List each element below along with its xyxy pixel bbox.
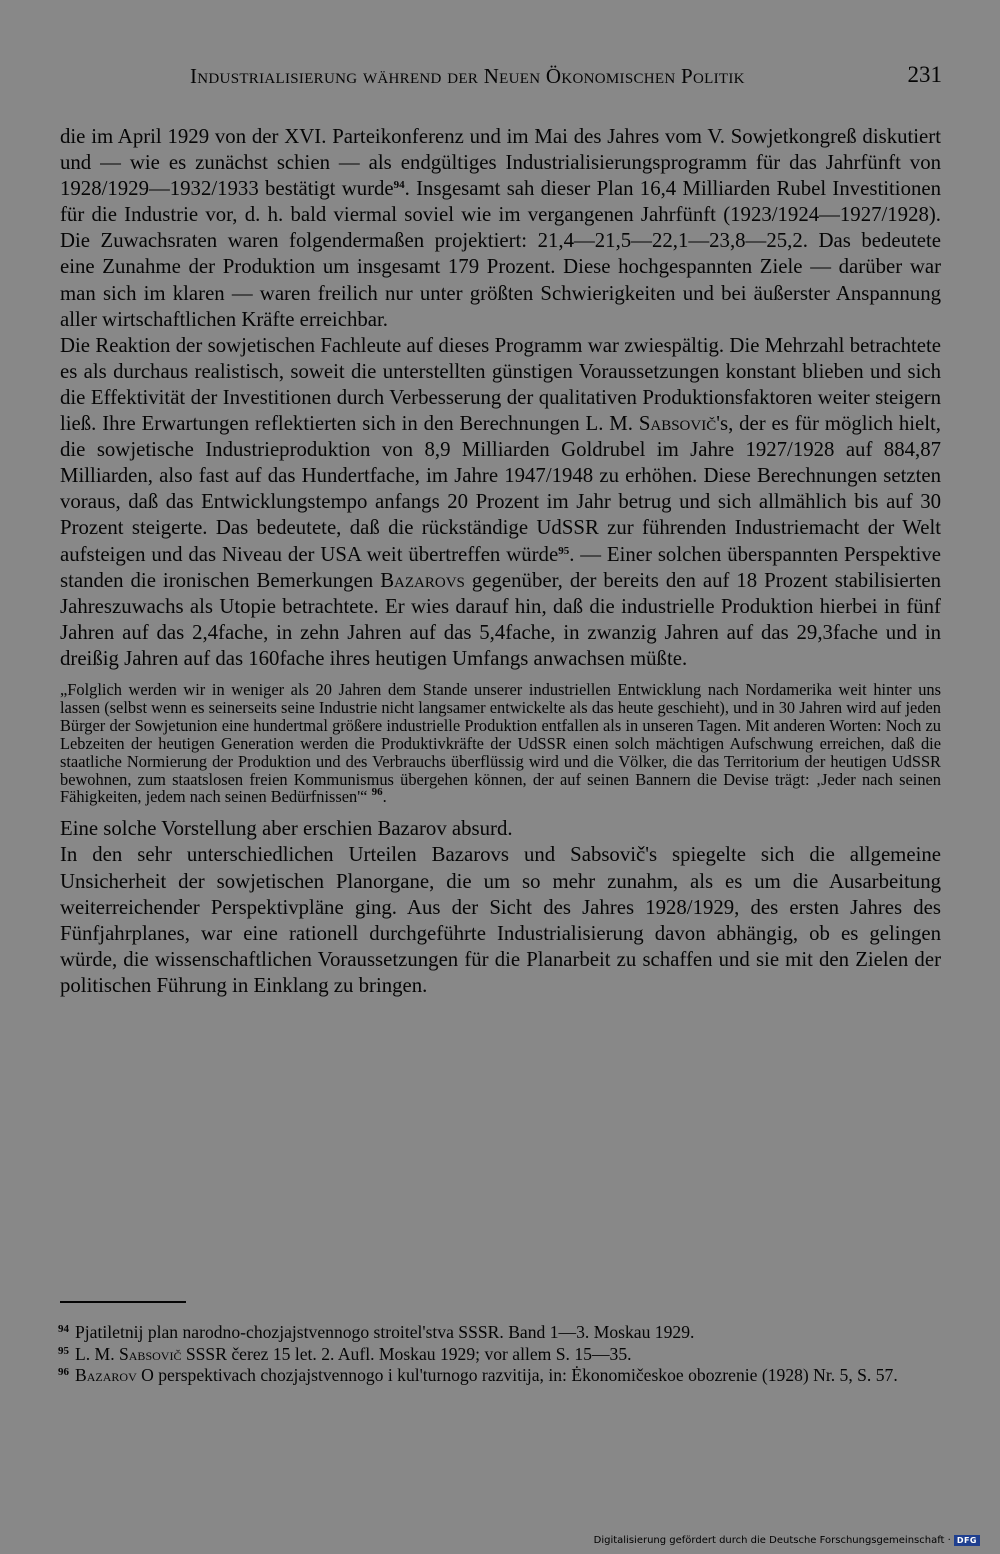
footnote (60, 1365, 941, 1387)
block-quote: „Folglich werden wir in weniger als 20 Jahren dem Stande unserer industriellen Entwicklung nach Nordamerika weit hinter uns lassen (selbst wenn es seinerseits seine Industrie nicht langsamer entwickelte als das heute geschieht), und in 30 Jahren wird auf jeden Bürger der Sowjetunion eine hundertmal größere industrielle Produktion entfallen als in unseren Tagen. Mit anderen Worten: Noch zu Lebzeiten der heutigen Generation werden die Produktivkräfte der UdSSR einen solch mächtigen Aufschwung erreichen, daß die staatliche Normierung der Produktion und des Verbrauchs überflüssig wird und die Völker, die das Territorium der heutigen UdSSR bewohnen, zum staatslosen freien Kommunismus übergehen können, der auf seinen Bannern die Devise trägt: ‚Jeder nach seinen Fähigkeiten, jedem nach seinen Bedürfnissen'“ $^{96}$. (60, 679, 941, 807)
quote-text: „Folglich werden wir in weniger als 20 Jahren dem Stande unserer industriellen Entwicklung nach Nordamerika weit hinter uns lassen (selbst wenn es seinerseits seine Industrie nicht langsamer entwickelte als das heute geschieht), und in 30 Jahren wird auf jeden Bürger der Sowjetunion eine hundertmal größere industrielle Produktion entfallen als in unseren Tagen. Mit anderen Worten: Noch zu Lebzeiten der heutigen Generation werden die Produktivkräfte der UdSSR einen solch mächtigen Aufschwung erreichen, daß die staatliche Normierung der Produktion und des Verbrauchs überflüssig wird und die Völker, die das Territorium der heutigen UdSSR bewohnen, zum staatslosen freien Kommunismus übergehen können, der auf seinen Bannern die Devise trägt: ‚Jeder nach seinen Fähigkeiten, jedem nach seinen Bedürfnissen'“ (60, 679, 941, 807)
paragraph-text: 's, der es für möglich hielt, die sowjetische Industrieproduktion von 8,9 Milliarden Goldrubel im Jahre 1927/1928 auf 884,87 Milliarden, also fast auf das Hundertfache, im Jahre 1947/1948 zu erhöhen. Diese Berechnungen setzten voraus, daß das Entwicklungstempo anfangs 20 Prozent im Jahr betrug und sich allmählich bis auf 30 Prozent steigerte. Das bedeutete, daß die rückständige UdSSR zur führenden Industriemacht der Welt aufsteigen und das Niveau der USA weit übertreffen würde (60, 412, 941, 566)
footnote-number: 95 (58, 1344, 69, 1357)
paragraph-text: die im April 1929 von der XVI. Parteikonferenz und im Mai des Jahres vom V. Sowjetkongreß diskutiert und — wie es zunächst schien — als endgültiges Industrialisierungsprogramm für das Jahrfünft von 1928/1929—1932/1933 bestätigt wurde (60, 125, 941, 201)
footnote-number: 96 (58, 1366, 69, 1378)
digitization-credit (594, 1535, 980, 1546)
footnote-ref[interactable]: 94 (393, 179, 405, 192)
author-name: Bazarov (75, 1365, 137, 1385)
author-name: Sabsovič (638, 412, 717, 436)
footnote-ref[interactable]: 95 (558, 544, 570, 557)
footnote-text: SSSR čerez 15 let. 2. Aufl. Moskau 1929; vor allem S. 15—35. (181, 1343, 632, 1364)
paragraph: In den sehr unterschiedlichen Urteilen Bazarovs und Sabsovič's spiegelte sich die allgemeine Unsicherheit der sowjetischen Planorgane, die um so mehr zunahm, als es um die Ausarbeitung weiterreichender Perspektivpläne ging. Aus der Sicht des Jahres 1928/1929, des ersten Jahres des Fünfjahrplanes, war eine rationell durchgeführte Industrialisierung davon abhängig, ob es gelingen würde, die wissenschaftlichen Voraussetzungen für die Planarbeit zu schaffen und sie mit den Zielen der politischen Führung in Einklang zu bringen. (60, 843, 941, 997)
paragraph-text: Die Reaktion der sowjetischen Fachleute auf dieses Programm war zwiespältig. Die Mehrzahl betrachtete es als durchaus realistisch, soweit die unterstellten günstigen Voraussetzungen konstant blieben und sich die Effektivität der Investitionen durch Verbesserung der qualitativen Produktionsfaktoren weiter steigern ließ. Ihre Erwartungen reflektierten sich in den Berechnungen L. M. (60, 333, 941, 436)
footnotes (60, 1322, 941, 1387)
footnote-text: L. M. (75, 1343, 119, 1364)
paragraph-text: . Insgesamt sah dieser Plan 16,4 Milliarden Rubel Investitionen für die Industrie vor, d. h. bald viermal soviel wie im vergangenen Jahrfünft (1923/1924—1927/1928). Die Zuwachsraten waren folgendermaßen projektiert: 21,4—21,5—22,1—23,8—25,2. Das bedeutete eine Zunahme der Produktion um insgesamt 179 Prozent. Diese hochgespannten Ziele — darüber war man sich im klaren — waren freilich nur unter größten Schwierigkeiten und bei äußerster Anspannung aller wirtschaftlichen Kräfte erreichbar. (60, 177, 941, 331)
footnote-separator (60, 1301, 186, 1303)
paragraph (60, 333, 941, 672)
footnote-number: 94 (58, 1323, 69, 1335)
footnote (60, 1344, 941, 1366)
paragraph-text: gegenüber, der bereits den auf 18 Prozent stabilisierten Jahreszuwachs als Utopie betrachtete. Er wies darauf hin, daß die industrielle Produktion hierbei in fünf Jahren auf das 2,4fache, in zehn Jahren auf das 5,4fache, in zwanzig Jahren auf das 29,3fache und in dreißig Jahren auf das 160fache ihres heutigen Umfangs anwachsen müßte. (60, 568, 941, 670)
paragraph-text: . — Einer solchen überspannten Perspektive standen die ironischen Bemerkungen (60, 542, 942, 592)
footnote-text: Pjatiletnij plan narodno-chozjajstvennogo stroitel'stva SSSR. Band 1—3. Moskau 1929. (75, 1322, 695, 1342)
page-number: 231 (907, 62, 942, 87)
author-name: Sabsovič (118, 1343, 182, 1364)
footnote-ref[interactable]: 96 (371, 786, 383, 799)
footnote-text: O perspektivach chozjajstvennogo i kul'turnogo razvitija, in: Ėkonomičeskoe obozrenie (1928) Nr. 5, S. 57. (136, 1365, 898, 1385)
running-title: Industrialisierung während der Neuen Ökonomischen Politik (190, 64, 745, 88)
author-name: Bazarovs (380, 568, 465, 592)
dfg-logo-icon[interactable]: DFG (954, 1535, 980, 1546)
credit-text: Digitalisierung gefördert durch die Deutsche Forschungsgemeinschaft · (593, 1535, 951, 1546)
paragraph (60, 124, 941, 333)
paragraph: Eine solche Vorstellung aber erschien Bazarov absurd. (60, 817, 513, 841)
main-text (60, 124, 941, 999)
running-header (190, 62, 942, 92)
footnote (60, 1322, 941, 1344)
